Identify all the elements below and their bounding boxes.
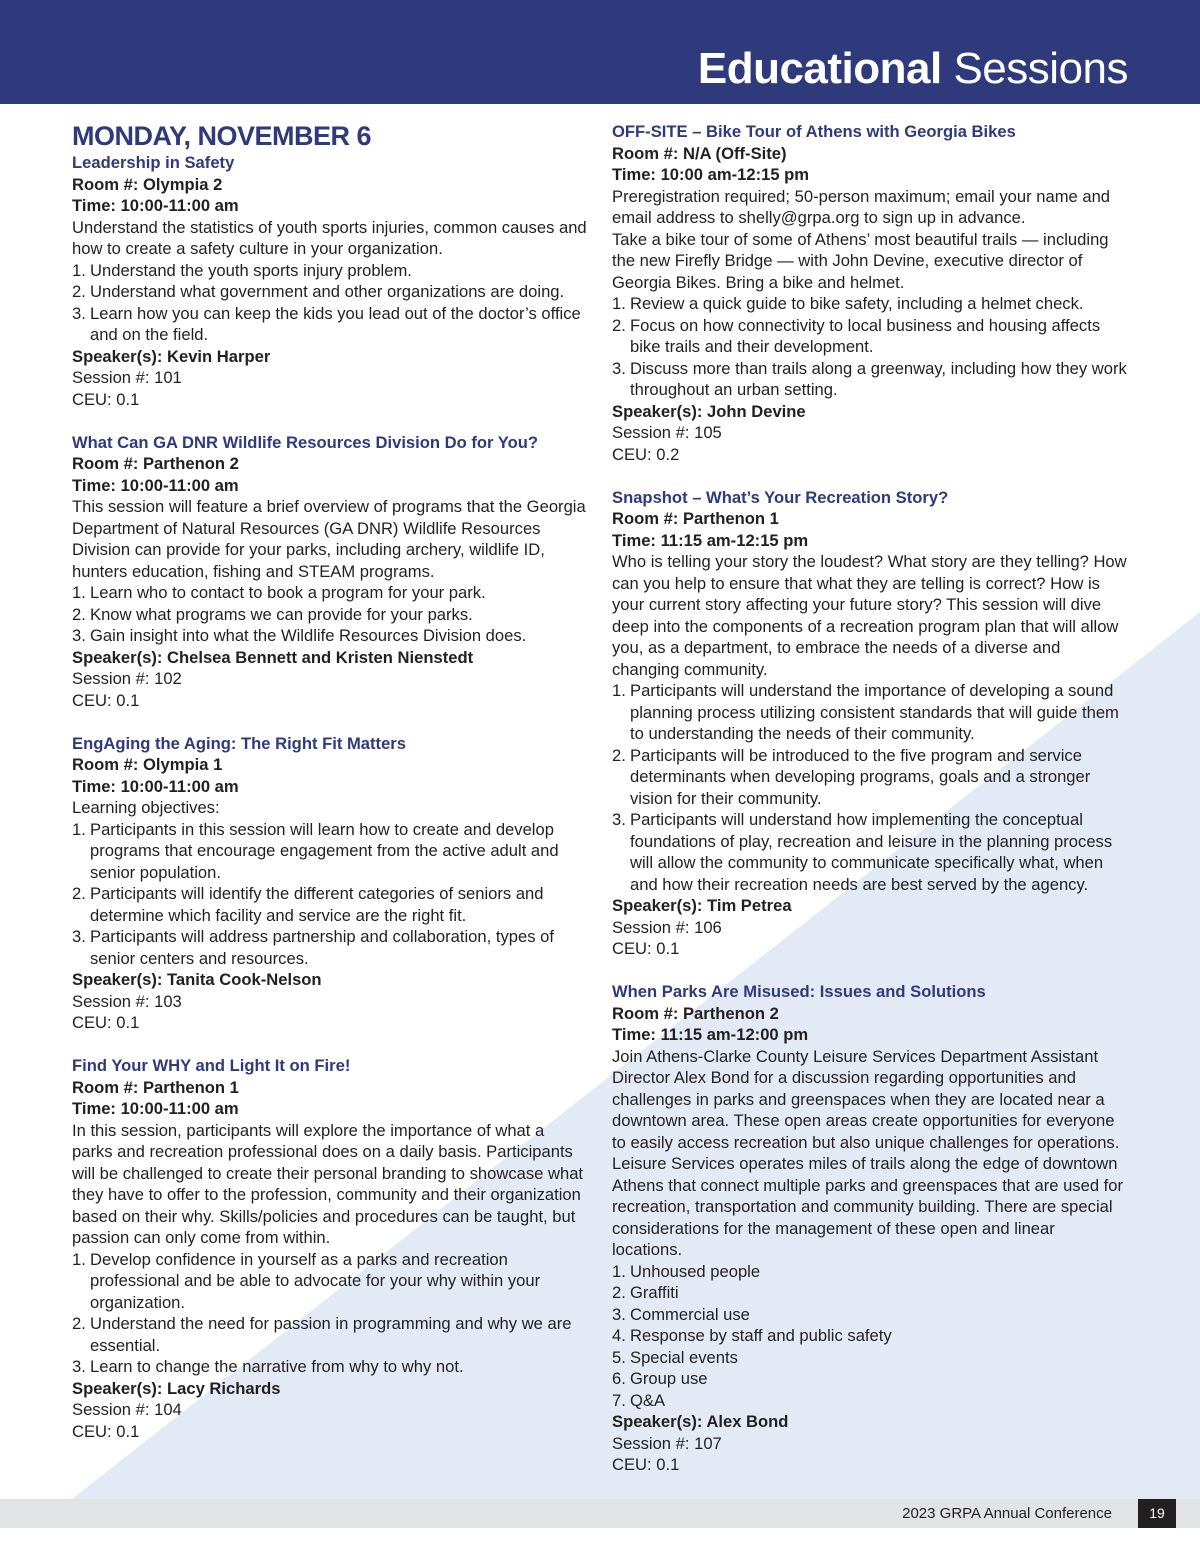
session-ceu: CEU: 0.1 [72, 690, 140, 710]
session-number: Session #: 102 [72, 669, 182, 688]
session-number: Session #: 104 [72, 1400, 182, 1419]
list-number: 3. [612, 1304, 626, 1324]
page-title: Educational Sessions [697, 44, 1128, 93]
session-description: Join Athens-Clarke County Leisure Services Department Assistant Director Alex Bond for a discussion regarding opportunities and challenges in parks and greenspaces when they are located near a downtown area. These open areas create opportunities for everyone to easily access recreation but also unique challenges for operations. Leisure Services operates miles of trails along the edge of downtown Athens that connect multiple parks and greenspaces that are used for recreation, transportation and community building. There are special considerations for the management of these open and linear locations. [612, 1046, 1124, 1259]
session-description: Understand the statistics of youth sports injuries, common causes and how to create a safety culture in your organization. [72, 217, 587, 258]
list-number: 1. [612, 681, 626, 700]
list-item [612, 1325, 1128, 1347]
list-text: Unhoused people [630, 1261, 761, 1281]
list-item [612, 1347, 1128, 1369]
session-block [72, 152, 588, 410]
list-item [72, 926, 588, 969]
session-number: Session #: 106 [612, 917, 722, 937]
session-number: Session #: 107 [612, 1433, 722, 1453]
session-room: Room #: Olympia 1 [72, 755, 223, 774]
list-item [72, 1356, 588, 1378]
session-speaker: Speaker(s): Lacy Richards [72, 1378, 281, 1398]
session-ceu: CEU: 0.1 [72, 1013, 140, 1032]
list-item [612, 358, 1128, 401]
list-item [612, 1282, 1128, 1304]
list-text: Special events [630, 1347, 738, 1367]
list-text: Participants will be introduced to the five program and service determinants when developing programs, goals and a stronger vision for their community. [630, 745, 1091, 808]
session-room: Room #: Parthenon 1 [72, 1077, 239, 1097]
list-text: Focus on how connectivity to local business and housing affects bike trails and their development. [630, 315, 1101, 356]
objectives-list [72, 819, 588, 970]
session-speaker: Speaker(s): Chelsea Bennett and Kristen Nienstedt [72, 647, 474, 667]
list-item [72, 1313, 588, 1356]
list-number: 3. [72, 303, 86, 323]
list-number: 3. [72, 1357, 86, 1376]
right-column [612, 121, 1128, 1497]
session-number: Session #: 105 [612, 423, 722, 442]
session-number: Session #: 103 [72, 991, 182, 1011]
session-title: Find Your WHY and Light It on Fire! [72, 1056, 351, 1075]
objectives-list [72, 582, 588, 647]
list-item [72, 582, 588, 604]
list-text: Participants will understand how implementing the conceptual foundations of play, recreation and leisure in the planning process will allow the community to communicate specifically what, when and how their recreation needs are best served by the agency. [630, 810, 1113, 894]
list-number: 6. [612, 1369, 626, 1388]
list-item [612, 1304, 1128, 1326]
session-time: Time: 10:00-11:00 am [72, 196, 239, 215]
list-number: 2. [612, 315, 626, 335]
session-room: Room #: Parthenon 2 [612, 1003, 779, 1023]
list-number: 3. [72, 927, 86, 946]
list-item [612, 315, 1128, 358]
list-item [72, 281, 588, 303]
list-text: Participants will address partnership and collaboration, types of senior centers and resources. [90, 927, 554, 968]
list-text: Response by staff and public safety [630, 1326, 892, 1345]
session-block [612, 121, 1128, 465]
list-text: Know what programs we can provide for your parks. [90, 604, 473, 624]
session-title: What Can GA DNR Wildlife Resources Division Do for You? [72, 432, 539, 452]
list-item [72, 819, 588, 884]
list-number: 2. [72, 884, 86, 903]
session-room: Room #: N/A (Off-Site) [612, 143, 787, 163]
session-ceu: CEU: 0.1 [612, 1455, 680, 1474]
list-text: Group use [630, 1369, 708, 1388]
list-item [612, 293, 1128, 315]
list-text: Understand the youth sports injury problem. [90, 260, 412, 280]
list-item [612, 809, 1128, 895]
session-ceu: CEU: 0.2 [612, 444, 680, 464]
list-number: 1. [72, 583, 86, 602]
session-block [612, 981, 1128, 1476]
session-title: When Parks Are Misused: Issues and Solutions [612, 982, 986, 1001]
session-block [72, 432, 588, 712]
list-text: Learn to change the narrative from why to why not. [90, 1357, 464, 1376]
session-ceu: CEU: 0.1 [72, 1421, 140, 1441]
list-number: 1. [612, 294, 626, 313]
session-title: EngAging the Aging: The Right Fit Matters [72, 733, 406, 753]
session-description: Preregistration required; 50-person maximum; email your name and email address to shelly@grpa.org to sign up in advance. [612, 186, 1111, 227]
list-text: Develop confidence in yourself as a parks and recreation professional and be able to advocate for your why within your organization. [90, 1249, 541, 1312]
objectives-list [612, 293, 1128, 401]
session-ceu: CEU: 0.1 [612, 939, 680, 958]
session-time: Time: 11:15 am-12:00 pm [612, 1025, 809, 1044]
list-item [72, 260, 588, 282]
list-number: 1. [72, 819, 86, 839]
session-block [72, 1055, 588, 1442]
session-block [612, 487, 1128, 960]
list-text: Understand what government and other organizations are doing. [90, 282, 565, 301]
list-item [72, 1249, 588, 1314]
list-number: 1. [72, 1249, 86, 1269]
list-item [612, 1261, 1128, 1283]
list-number: 1. [612, 1261, 626, 1281]
list-text: Gain insight into what the Wildlife Resources Division does. [90, 626, 527, 645]
session-ceu: CEU: 0.1 [72, 389, 140, 409]
session-room: Room #: Parthenon 2 [72, 454, 239, 473]
list-item [72, 883, 588, 926]
objectives-list [612, 1261, 1128, 1412]
session-description: In this session, participants will explore the importance of what a parks and recreation professional does on a daily basis. Participants will be challenged to create their personal branding to showcase what they have to offer to the profession, community and their organization based on their why. Skills/policies and procedures can be taught, but passion can only come from within. [72, 1120, 584, 1247]
list-text: Review a quick guide to bike safety, including a helmet check. [630, 294, 1084, 313]
list-item [72, 303, 588, 346]
list-number: 2. [72, 282, 86, 301]
session-time: Time: 10:00-11:00 am [72, 776, 239, 796]
list-number: 2. [612, 1283, 626, 1302]
list-text: Participants in this session will learn how to create and develop programs that encourage engagement from the active adult and senior population. [90, 819, 559, 882]
list-item [612, 680, 1128, 745]
objectives-list [72, 260, 588, 346]
session-block [72, 733, 588, 1034]
objectives-list [612, 680, 1128, 895]
list-text: Learn how you can keep the kids you lead out of the doctor’s office and on the field. [90, 303, 581, 344]
list-number: 2. [72, 604, 86, 624]
list-text: Learn who to contact to book a program for your park. [90, 583, 486, 602]
list-number: 2. [612, 745, 626, 765]
session-description: Learning objectives: [72, 798, 220, 817]
session-room: Room #: Olympia 2 [72, 174, 223, 194]
session-time: Time: 10:00-11:00 am [72, 1099, 239, 1118]
list-number: 7. [612, 1390, 626, 1410]
page-number: 19 [1138, 1499, 1176, 1528]
list-item [72, 604, 588, 626]
day-heading: MONDAY, NOVEMBER 6 [72, 121, 372, 151]
list-number: 3. [72, 626, 86, 645]
session-speaker: Speaker(s): Alex Bond [612, 1412, 789, 1431]
session-room: Room #: Parthenon 1 [612, 509, 779, 528]
session-description: Take a bike tour of some of Athens’ most beautiful trails — including the new Firefly Bridge — with John Devine, executive director of Georgia Bikes. Bring a bike and helmet. [612, 229, 1109, 292]
session-time: Time: 10:00 am-12:15 pm [612, 165, 810, 184]
list-text: Understand the need for passion in programming and why we are essential. [90, 1314, 572, 1355]
list-text: Participants will understand the importance of developing a sound planning process utilizing consistent standards that will guide them to understanding the needs of their community. [630, 681, 1119, 743]
list-number: 1. [72, 260, 86, 280]
session-title: Leadership in Safety [72, 153, 235, 172]
list-text: Graffiti [630, 1283, 679, 1302]
session-time: Time: 11:15 am-12:15 pm [612, 530, 809, 550]
list-number: 5. [612, 1347, 626, 1367]
session-speaker: Speaker(s): John Devine [612, 401, 806, 421]
header-band [0, 0, 1200, 104]
list-number: 3. [612, 810, 626, 829]
session-description: Who is telling your story the loudest? What story are they telling? How can you help to ensure that what they are telling is correct? How is your current story affecting your future story? This session will dive deep into the components of a recreation program plan that will allow you, as a department, to embrace the needs of a diverse and changing community. [612, 552, 1127, 679]
list-item [612, 745, 1128, 810]
list-text: Q&A [630, 1390, 666, 1410]
footer-conference: 2023 GRPA Annual Conference [902, 1505, 1112, 1522]
list-text: Participants will identify the different categories of seniors and determine which facility and service are the right fit. [90, 884, 544, 925]
session-title: OFF-SITE – Bike Tour of Athens with Georgia Bikes [612, 122, 1016, 141]
list-number: 4. [612, 1326, 626, 1345]
session-speaker: Speaker(s): Tanita Cook-Nelson [72, 970, 322, 989]
session-speaker: Speaker(s): Tim Petrea [612, 896, 792, 915]
list-text: Discuss more than trails along a greenway, including how they work throughout an urban setting. [630, 358, 1127, 399]
session-description: This session will feature a brief overview of programs that the Georgia Department of Natural Resources (GA DNR) Wildlife Resources Division can provide for your parks, including archery, wildlife ID, hunters education, fishing and STEAM programs. [72, 497, 586, 581]
session-title: Snapshot – What’s Your Recreation Story? [612, 487, 949, 507]
list-item [72, 625, 588, 647]
session-time: Time: 10:00-11:00 am [72, 475, 239, 495]
list-text: Commercial use [630, 1304, 750, 1324]
objectives-list [72, 1249, 588, 1378]
list-number: 3. [612, 358, 626, 378]
list-number: 2. [72, 1314, 86, 1333]
session-speaker: Speaker(s): Kevin Harper [72, 346, 271, 366]
list-item [612, 1390, 1128, 1412]
session-number: Session #: 101 [72, 368, 182, 387]
left-column [72, 120, 588, 1464]
list-item [612, 1368, 1128, 1390]
